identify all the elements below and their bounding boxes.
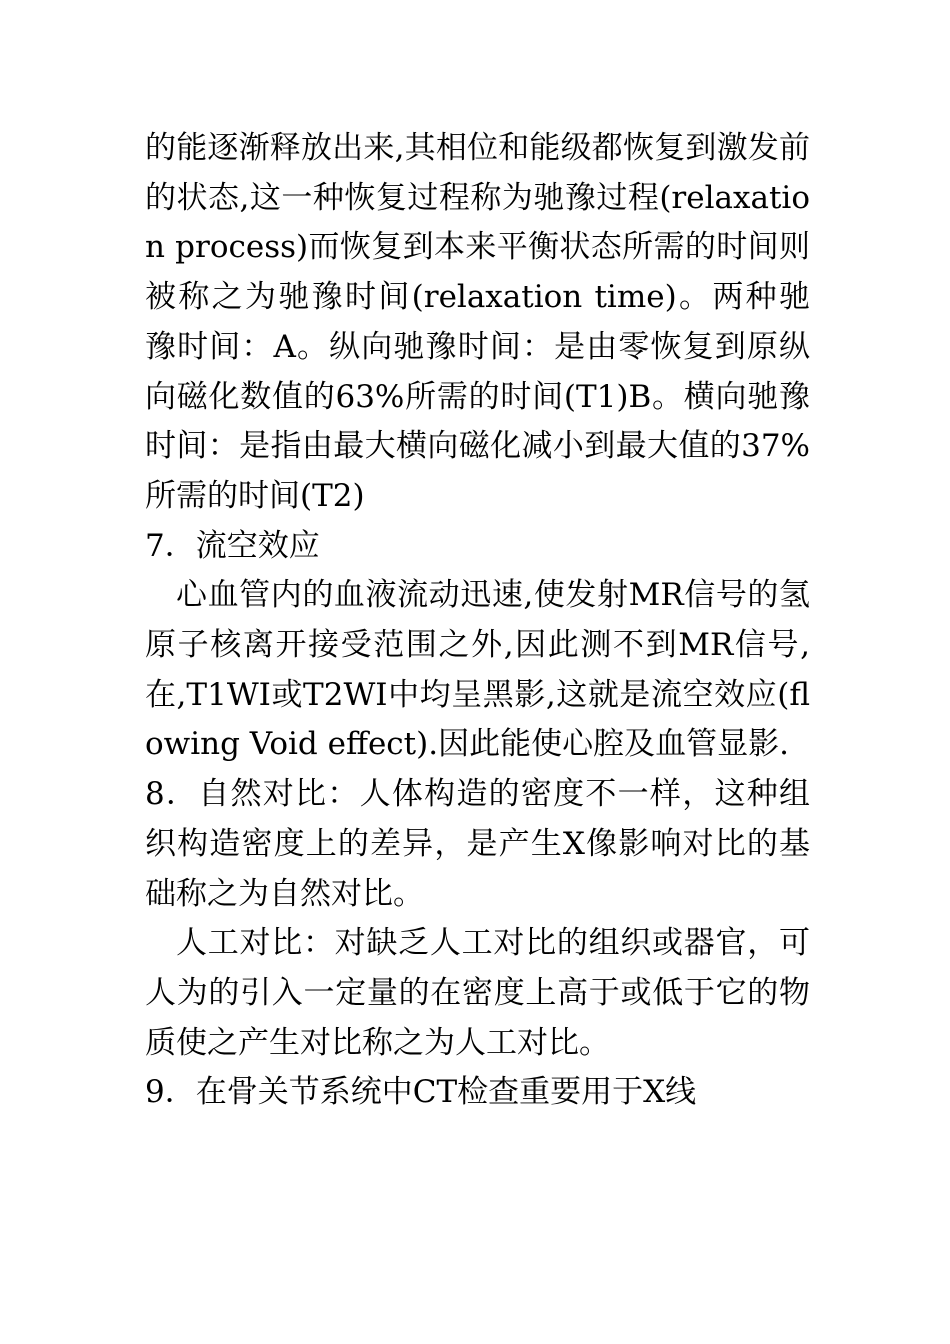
document-body [145, 124, 810, 1118]
paragraph-item-9: 9．在骨关节系统中CT检查重要用于X线 [145, 1074, 697, 1111]
paragraph-flow-void: 心血管内的血液流动迅速,使发射MR信号的氢原子核离开接受范围之外,因此测不到MR信号,在,T1WI或T2WI中均呈黑影,这就是流空效应(flowing Void effect).因此能使心腔及血管显影. [145, 577, 810, 763]
paragraph-item-8-natural-contrast: 8．自然对比：人体构造的密度不一样，这种组织构造密度上的差异，是产生X像影响对比的基础称之为自然对比。 [145, 776, 810, 912]
paragraph-relaxation: 的能逐渐释放出来,其相位和能级都恢复到激发前的状态,这一种恢复过程称为驰豫过程(relaxation process)而恢复到本来平衡状态所需的时间则被称之为驰豫时间(relaxation time)。两种驰豫时间：A。纵向驰豫时间：是由零恢复到原纵向磁化数值的63%所需的时间(T1)B。横向驰豫时间：是指由最大横向磁化减小到最大值的37%所需的时间(T2) [145, 130, 810, 514]
heading-item-7: 7．流空效应 [145, 527, 320, 564]
paragraph-artificial-contrast: 人工对比：对缺乏人工对比的组织或器官，可人为的引入一定量的在密度上高于或低于它的物质使之产生对比称之为人工对比。 [145, 925, 810, 1061]
